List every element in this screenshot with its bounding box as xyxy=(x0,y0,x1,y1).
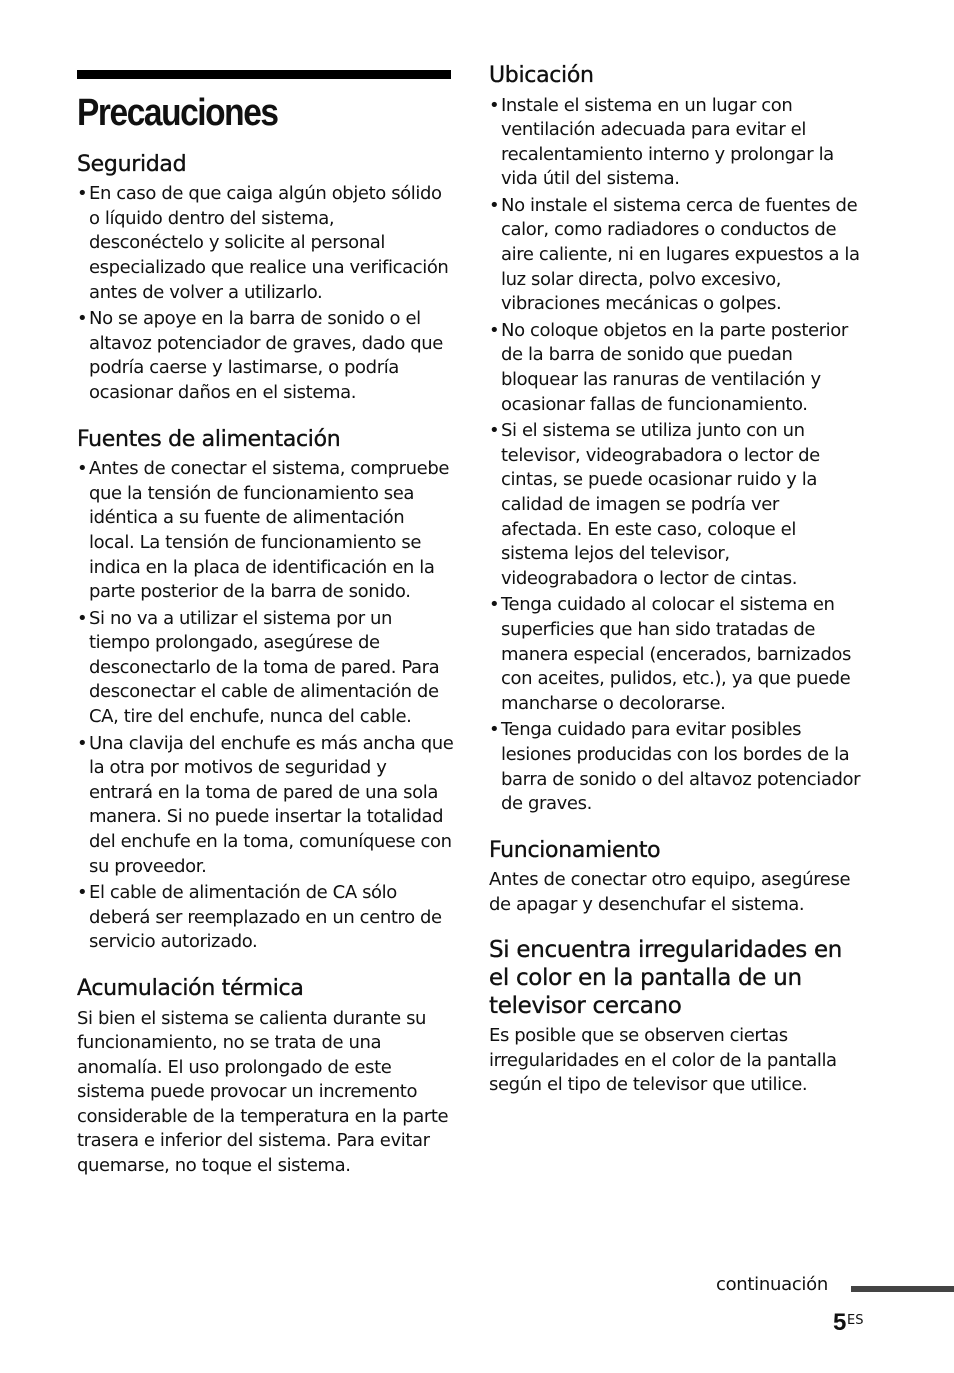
list-item-text: No instale el sistema cerca de fuentes de calor, como radiadores o conductos de aire caliente, ni en lugares expuestos a la luz solar directa, polvo excesivo, vibraciones mecánicas o golpes. xyxy=(501,194,860,315)
bullet-icon: • xyxy=(489,319,500,341)
title-rule xyxy=(77,70,451,79)
list-item-text: Una clavija del enchufe es más ancha que la otra por motivos de seguridad y entrará en la toma de pared de una sola manera. Si no puede insertar la totalidad del enchufe en la toma, comuníquese con su proveedor. xyxy=(89,732,454,877)
bullet-icon: • xyxy=(489,94,500,116)
section-heading: Funcionamiento xyxy=(489,837,661,863)
bullet-list xyxy=(77,182,454,405)
list-item xyxy=(489,194,862,317)
list-item xyxy=(77,307,454,405)
list-item xyxy=(77,881,454,955)
section-heading: Seguridad xyxy=(77,151,187,177)
bullet-list xyxy=(77,457,454,955)
bullet-list xyxy=(489,94,862,817)
list-item xyxy=(489,94,862,192)
bullet-icon: • xyxy=(489,719,500,741)
list-item-text: No se apoye en la barra de sonido o el altavoz potenciador de graves, dado que podría caerse y lastimarse, o podría ocasionar daños en el sistema. xyxy=(89,308,443,404)
section-paragraph: Es posible que se observen ciertas irregularidades en el color de la pantalla según el tipo de televisor que utilice. xyxy=(489,1025,837,1096)
continuation-label: continuación xyxy=(716,1274,828,1295)
section-paragraph: Antes de conectar otro equipo, asegúrese de apagar y desenchufar el sistema. xyxy=(489,869,851,915)
page-language: ES xyxy=(847,1313,864,1328)
section-heading: Ubicación xyxy=(489,63,594,88)
list-item-text: Tenga cuidado al colocar el sistema en superficies que han sido tratadas de manera especial (encerados, barnizados con aceites, pulidos, etc.), ya que puede mancharse o decolorarse. xyxy=(501,594,852,714)
bullet-icon: • xyxy=(77,882,88,904)
list-item-text: Si no va a utilizar el sistema por un tiempo prolongado, asegúrese de desconectarlo de la toma de pared. Para desconectar el cable de alimentación de CA, tire del enchufe, nunca del cable. xyxy=(89,607,440,728)
list-item-text: No coloque objetos en la parte posterior de la barra de sonido que puedan bloquear las ranuras de ventilación y ocasionar fallas de funcionamiento. xyxy=(501,319,848,415)
list-item xyxy=(489,718,862,816)
left-column xyxy=(77,70,454,1179)
bullet-icon: • xyxy=(77,458,88,480)
list-item xyxy=(77,732,454,880)
bullet-icon: • xyxy=(77,607,88,629)
list-item xyxy=(489,419,862,591)
list-item-text: Tenga cuidado para evitar posibles lesiones producidas con los bordes de la barra de sonido o del altavoz potenciador de graves. xyxy=(501,719,861,815)
bullet-icon: • xyxy=(77,308,88,330)
bullet-icon: • xyxy=(489,594,500,616)
bullet-icon: • xyxy=(77,183,88,205)
section-heading: Fuentes de alimentación xyxy=(77,426,341,452)
section-irregularidades xyxy=(489,937,862,1098)
list-item-text: El cable de alimentación de CA sólo deberá ser reemplazado en un centro de servicio autorizado. xyxy=(89,882,442,953)
section-funcionamiento xyxy=(489,837,862,918)
section-acumulacion xyxy=(77,975,454,1179)
list-item xyxy=(77,182,454,305)
section-heading: Acumulación térmica xyxy=(77,976,304,1002)
page-number: 5 xyxy=(833,1309,847,1336)
list-item-text: Antes de conectar el sistema, compruebe que la tensión de funcionamiento sea idéntica a su fuente de alimentación local. La tensión de funcionamiento se indica en la placa de identificación en la parte posterior de la barra de sonido. xyxy=(89,458,450,603)
bullet-icon: • xyxy=(489,420,500,442)
right-column xyxy=(489,62,862,1098)
section-fuentes xyxy=(77,426,454,955)
section-heading: Si encuentra irregularidades en el color en la pantalla de un televisor cercano xyxy=(489,937,843,1019)
section-ubicacion xyxy=(489,62,862,817)
list-item-text: En caso de que caiga algún objeto sólido o líquido dentro del sistema, desconéctelo y solicite al personal especializado que realice una verificación antes de volver a utilizarlo. xyxy=(89,183,449,303)
list-item xyxy=(489,593,862,716)
continuation-bar xyxy=(851,1286,954,1292)
bullet-icon: • xyxy=(77,732,88,754)
list-item-text: Instale el sistema en un lugar con ventilación adecuada para evitar el recalentamiento interno y prolongar la vida útil del sistema. xyxy=(501,94,834,190)
page-title: Precauciones xyxy=(77,92,278,134)
bullet-icon: • xyxy=(489,194,500,216)
section-paragraph: Si bien el sistema se calienta durante su funcionamiento, no se trata de una anomalía. El uso prolongado de este sistema puede provocar un incremento considerable de la temperatura en la parte trasera e inferior del sistema. Para evitar quemarse, no toque el sistema. xyxy=(77,1007,449,1177)
list-item xyxy=(489,319,862,417)
list-item xyxy=(77,607,454,730)
list-item-text: Si el sistema se utiliza junto con un televisor, videograbadora o lector de cintas, se puede ocasionar ruido y la calidad de imagen se podría ver afectada. En este caso, coloque el sistema lejos del televisor, videograbadora o lector de cintas. xyxy=(501,420,820,589)
list-item xyxy=(77,457,454,605)
section-seguridad xyxy=(77,151,454,406)
